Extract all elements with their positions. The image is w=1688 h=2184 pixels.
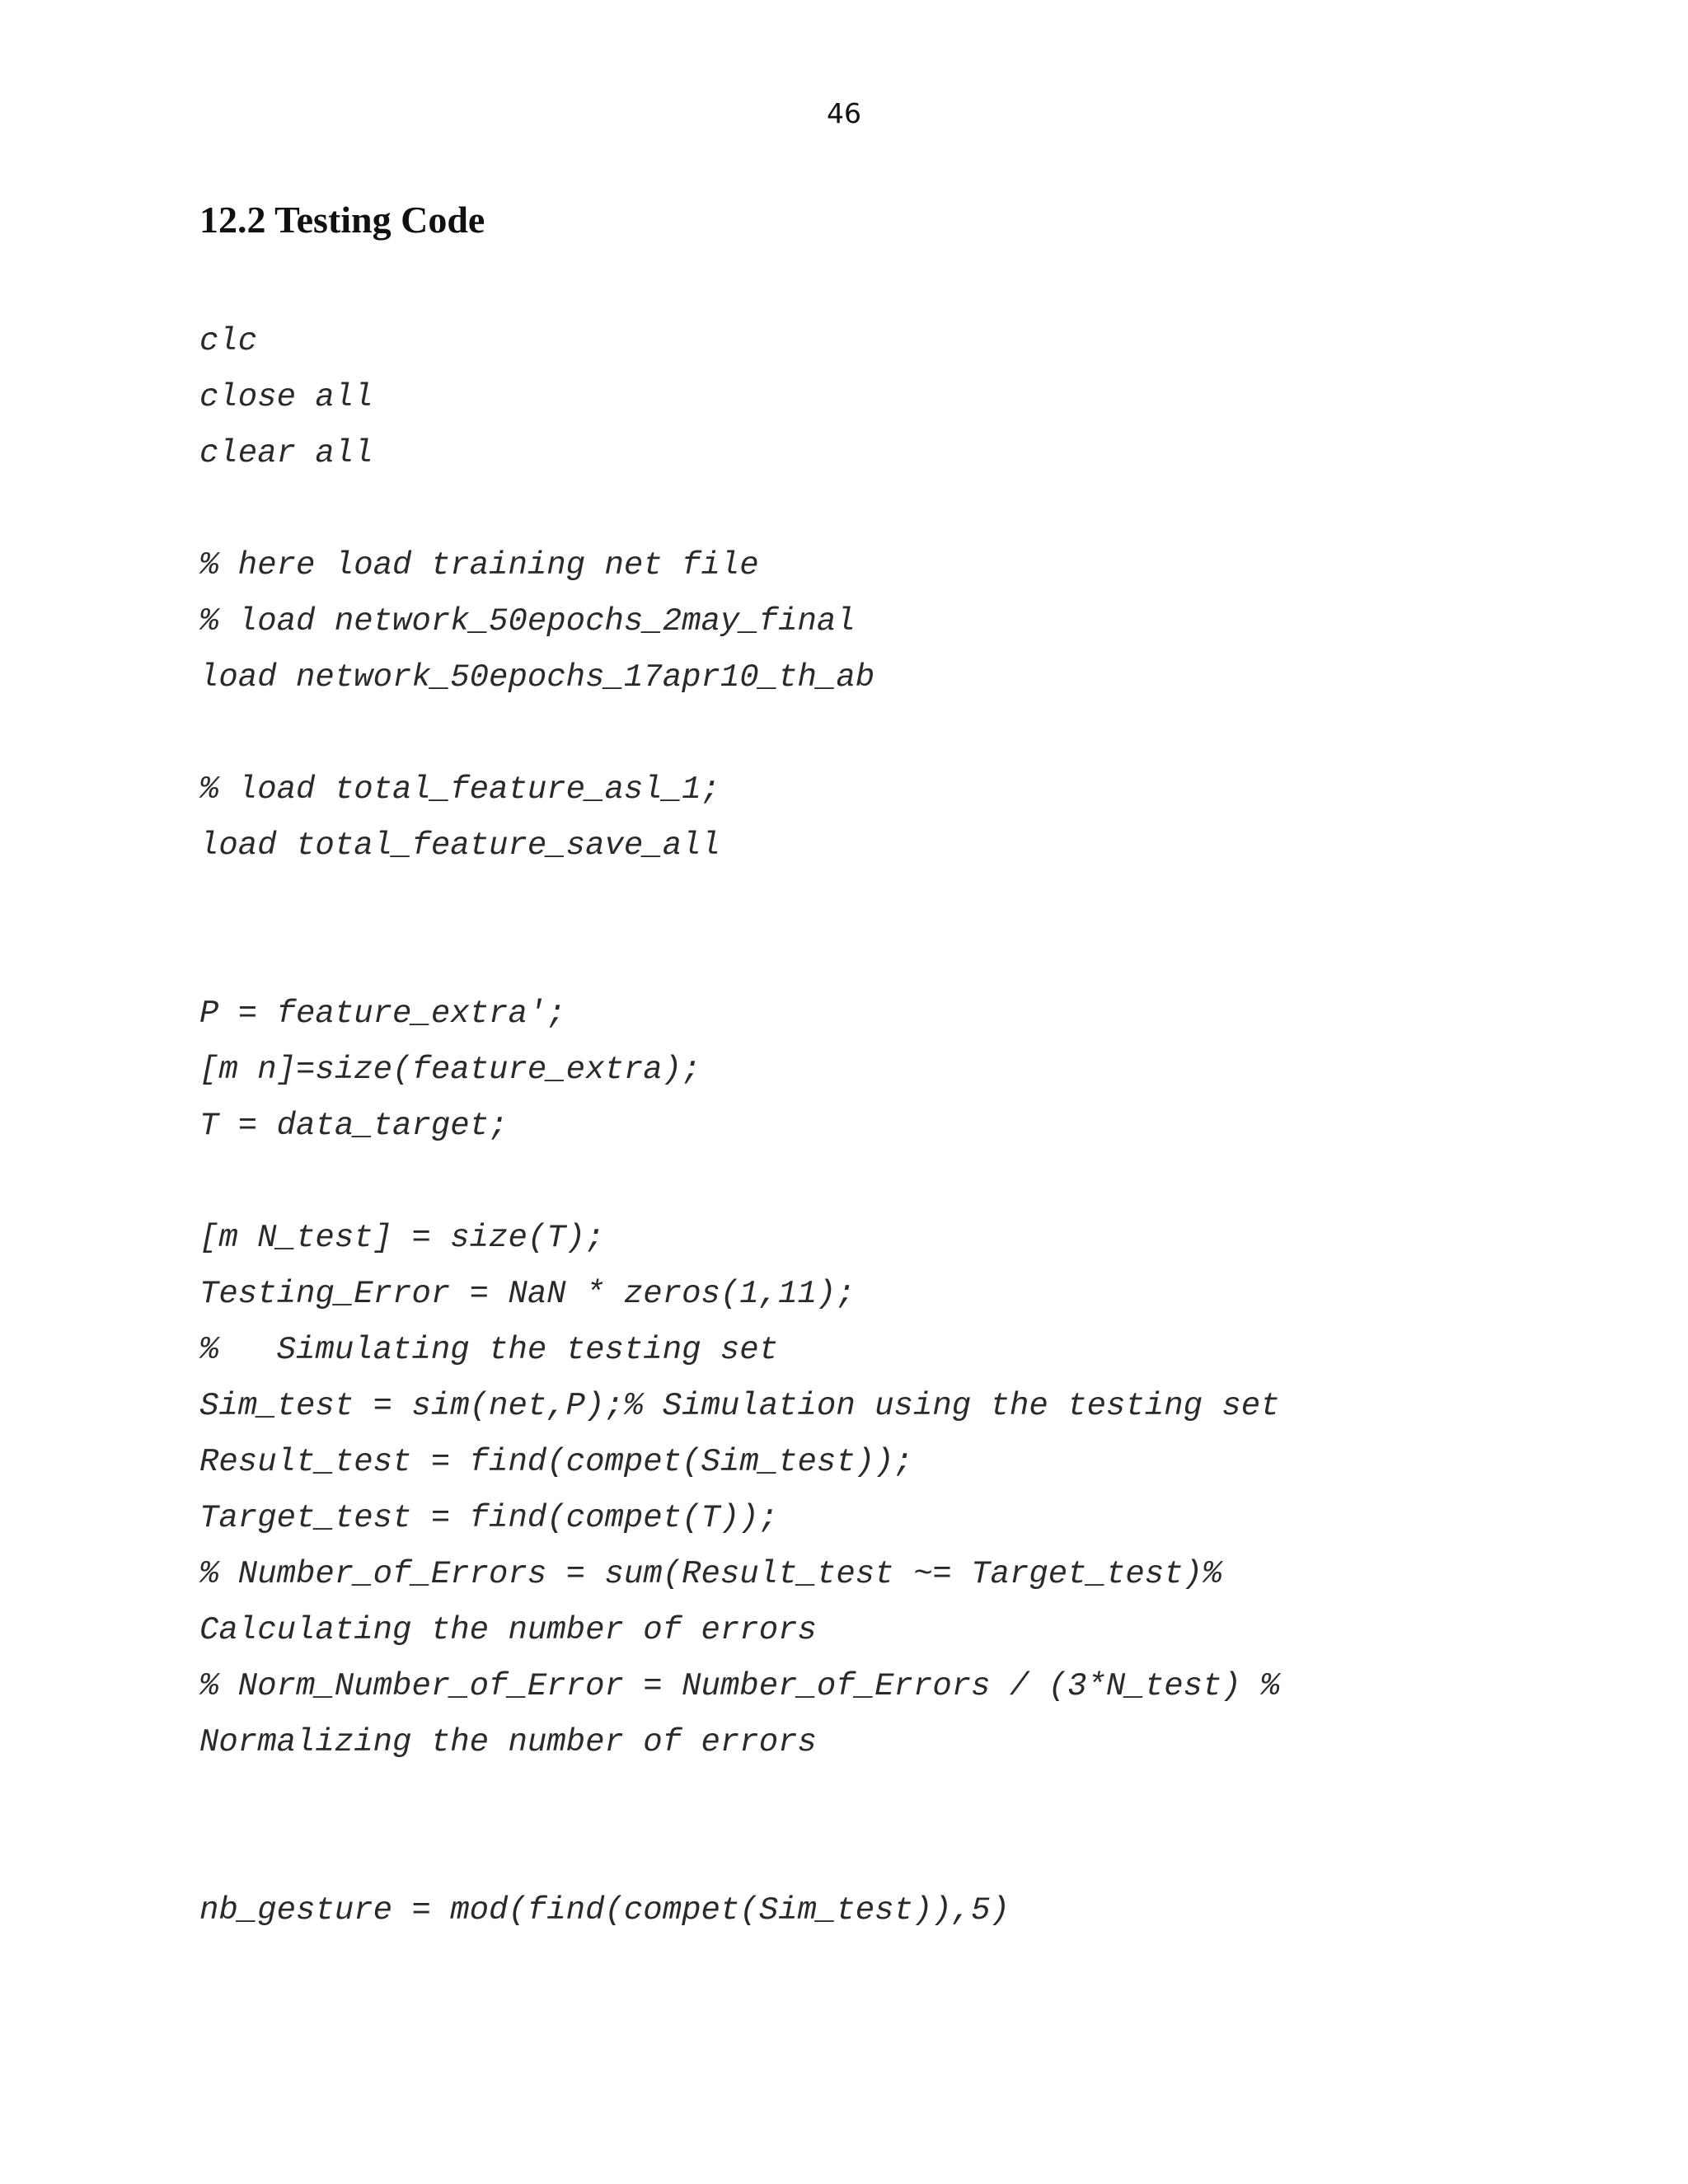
- code-line: % Simulating the testing set: [199, 1332, 779, 1368]
- code-line: P = feature_extra';: [199, 996, 566, 1032]
- code-line: Result_test = find(compet(Sim_test));: [199, 1444, 913, 1480]
- code-line: % Norm_Number_of_Error = Number_of_Errors / (3*N_test) %: [199, 1668, 1280, 1704]
- code-line: % Number_of_Errors = sum(Result_test ~= Target_test)%: [199, 1556, 1222, 1592]
- code-line: % here load training net file: [199, 547, 759, 583]
- code-line: [199, 1826, 1518, 1882]
- code-line: [199, 481, 1518, 537]
- code-line: Normalizing the number of errors: [199, 1724, 817, 1760]
- code-line: load total_feature_save_all: [199, 827, 720, 864]
- code-line: [199, 874, 1518, 930]
- section-heading: 12.2 Testing Code: [199, 199, 485, 241]
- code-line: Target_test = find(compet(T));: [199, 1500, 779, 1536]
- code-line: [199, 705, 1518, 762]
- code-line: Calculating the number of errors: [199, 1612, 817, 1648]
- code-line: [199, 1154, 1518, 1210]
- code-line: nb_gesture = mod(find(compet(Sim_test)),5): [199, 1892, 1010, 1929]
- code-line: [199, 930, 1518, 986]
- code-line: [m N_test] = size(T);: [199, 1220, 605, 1256]
- code-line: T = data_target;: [199, 1108, 509, 1144]
- code-line: [m n]=size(feature_extra);: [199, 1052, 701, 1088]
- code-line: % load network_50epochs_2may_final: [199, 603, 856, 640]
- code-line: % load total_feature_asl_1;: [199, 771, 720, 808]
- code-line: Sim_test = sim(net,P);% Simulation using the testing set: [199, 1388, 1280, 1424]
- code-line: close all: [199, 379, 373, 415]
- code-line: load network_50epochs_17apr10_th_ab: [199, 659, 875, 696]
- code-line: clc: [199, 323, 258, 359]
- code-block: [199, 313, 1518, 1938]
- code-line: Testing_Error = NaN * zeros(1,11);: [199, 1276, 856, 1312]
- page-number: 46: [827, 97, 861, 129]
- code-line: clear all: [199, 435, 373, 471]
- code-line: [199, 1770, 1518, 1826]
